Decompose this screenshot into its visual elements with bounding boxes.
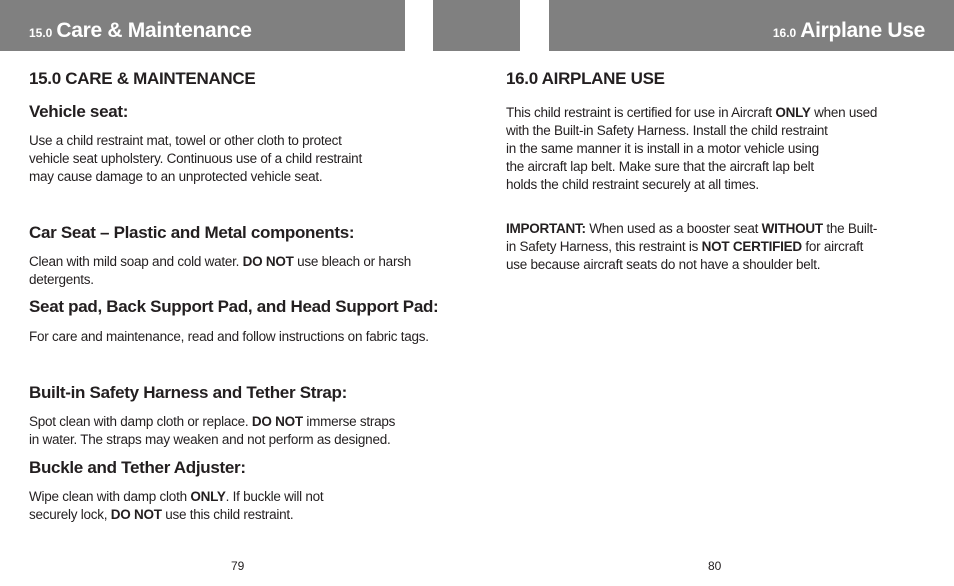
- text-line: detergents.: [29, 272, 94, 287]
- header-bar-left: [0, 0, 405, 51]
- header-section-number: 15.0: [29, 26, 53, 40]
- bold-text: DO NOT: [242, 254, 294, 269]
- subheading-car-seat: Car Seat – Plastic and Metal components:: [29, 223, 355, 242]
- text-line: the aircraft lap belt. Make sure that the aircraft lap belt: [506, 159, 814, 174]
- page-number-right: 80: [708, 559, 722, 573]
- text-run: for aircraft: [801, 239, 864, 254]
- text-run: use bleach or harsh: [293, 254, 411, 269]
- text-run: Spot clean with damp cloth or replace.: [29, 414, 252, 429]
- header-title-right: [773, 19, 925, 43]
- text-run: use this child restraint.: [161, 507, 294, 522]
- text-run: in Safety Harness, this restraint is: [506, 239, 702, 254]
- text-line: [506, 220, 877, 238]
- text-run: immerse straps: [302, 414, 396, 429]
- paragraph-buckle: [29, 488, 323, 524]
- text-run: . If buckle will not: [225, 489, 324, 504]
- header-section-number: 16.0: [772, 26, 797, 40]
- text-run: the Built-: [822, 221, 878, 236]
- subheading-vehicle-seat: Vehicle seat:: [29, 102, 129, 121]
- text-line: [506, 238, 877, 256]
- text-line: [29, 506, 323, 524]
- bold-text: NOT CERTIFIED: [701, 239, 802, 254]
- subheading-buckle: Buckle and Tether Adjuster:: [29, 458, 246, 477]
- text-line: Use a child restraint mat, towel or other cloth to protect: [29, 133, 342, 148]
- bold-text: DO NOT: [251, 414, 303, 429]
- text-line: [506, 104, 877, 122]
- text-line: use because aircraft seats do not have a shoulder belt.: [506, 257, 821, 272]
- header-bar-center: [433, 0, 520, 51]
- subheading-seat-pad: Seat pad, Back Support Pad, and Head Support Pad:: [29, 297, 439, 316]
- text-run: Wipe clean with damp cloth: [29, 489, 191, 504]
- text-line: vehicle seat upholstery. Continuous use of a child restraint: [29, 151, 362, 166]
- header-section-title: Care & Maintenance: [56, 19, 252, 42]
- text-run: Clean with mild soap and cold water.: [29, 254, 243, 269]
- text-run: When used as a booster seat: [585, 221, 762, 236]
- paragraph-vehicle-seat: [29, 132, 362, 186]
- bold-text: IMPORTANT:: [506, 221, 586, 236]
- text-line: in the same manner it is install in a motor vehicle using: [506, 141, 819, 156]
- section-heading: 16.0 AIRPLANE USE: [506, 69, 665, 88]
- paragraph-harness: [29, 413, 395, 449]
- bold-text: ONLY: [775, 105, 811, 120]
- text-run: when used: [810, 105, 878, 120]
- text-run: This child restraint is certified for use in Aircraft: [506, 105, 776, 120]
- header-section-title: Airplane Use: [800, 19, 925, 42]
- paragraph-airplane-use: [506, 104, 877, 194]
- bold-text: WITHOUT: [761, 221, 823, 236]
- header-bar-right: [549, 0, 954, 51]
- subheading-harness: Built-in Safety Harness and Tether Strap:: [29, 383, 348, 402]
- text-line: For care and maintenance, read and follow instructions on fabric tags.: [29, 329, 429, 344]
- text-line: [29, 253, 411, 271]
- text-line: may cause damage to an unprotected vehicle seat.: [29, 169, 323, 184]
- bold-text: ONLY: [190, 489, 226, 504]
- text-run: securely lock,: [29, 507, 111, 522]
- paragraph-car-seat: [29, 253, 411, 289]
- text-line: [29, 413, 395, 431]
- page-number-left: 79: [231, 559, 245, 573]
- bold-text: DO NOT: [110, 507, 162, 522]
- section-heading: 15.0 CARE & MAINTENANCE: [29, 69, 256, 88]
- text-line: holds the child restraint securely at all times.: [506, 177, 759, 192]
- paragraph-important: [506, 220, 877, 274]
- text-line: [29, 488, 323, 506]
- text-line: with the Built-in Safety Harness. Install the child restraint: [506, 123, 828, 138]
- header-title-left: [29, 19, 252, 43]
- paragraph-seat-pad: [29, 328, 429, 346]
- text-line: in water. The straps may weaken and not perform as designed.: [29, 432, 391, 447]
